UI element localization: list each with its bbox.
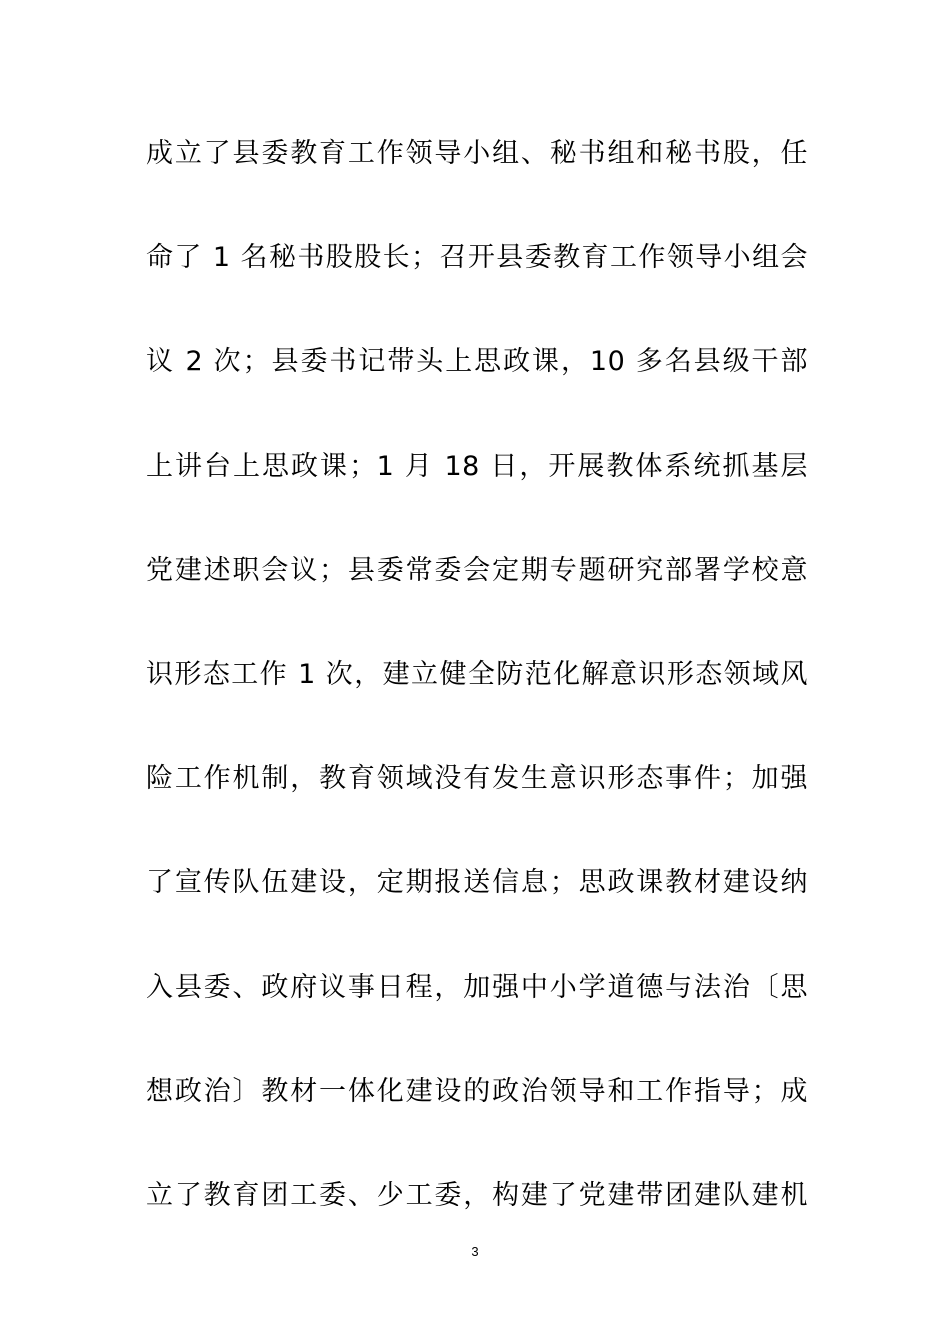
- text-line-3: 议 2 次；县委书记带头上思政课，10 多名县级干部: [146, 346, 809, 378]
- text-line-11: 立了教育团工委、少工委，构建了党建带团建队建机: [146, 1179, 808, 1211]
- text-line-5: 党建述职会议；县委常委会定期专题研究部署学校意: [146, 554, 808, 586]
- text-line-8: 了宣传队伍建设，定期报送信息；思政课教材建设纳: [146, 867, 808, 899]
- text-line-9: 入县委、政府议事日程，加强中小学道德与法治〔思: [146, 971, 808, 1003]
- text-line-7: 险工作机制，教育领域没有发生意识形态事件；加强: [146, 763, 808, 795]
- page-number: 3: [471, 1244, 479, 1259]
- text-line-1: 成立了县委教育工作领导小组、秘书组和秘书股，任: [146, 138, 808, 169]
- text-line-10: 想政治〕教材一体化建设的政治领导和工作指导；成: [146, 1075, 808, 1107]
- text-line-4: 上讲台上思政课；1 月 18 日，开展教体系统抓基层: [146, 450, 808, 482]
- body-text: [146, 128, 808, 1274]
- text-line-2: 命了 1 名秘书股股长；召开县委教育工作领导小组会: [146, 242, 808, 274]
- text-line-6: 识形态工作 1 次，建立健全防范化解意识形态领域风: [146, 658, 808, 690]
